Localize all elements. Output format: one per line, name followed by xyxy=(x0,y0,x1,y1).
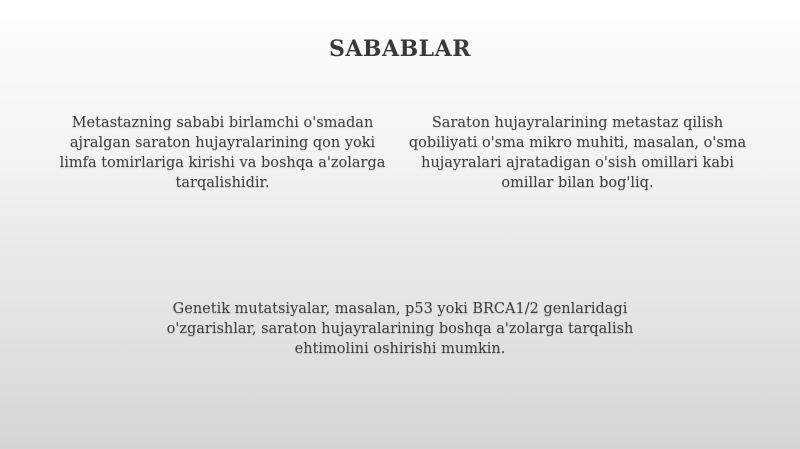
cause-paragraph-bottom: Genetik mutatsiyalar, masalan, p53 yoki BRCA1/2 genlaridagi o'zgarishlar, saraton hujayralarining boshqa a'zolarga tarqalish ehtimolini oshirishi mumkin. xyxy=(166,301,634,357)
cause-paragraph-right: Saraton hujayralarining metastaz qilish qobiliyati o'sma mikro muhiti, masalan, o'sma hujayralari ajratadigan o'sish omillari kabi omillar bilan bog'liq. xyxy=(408,115,747,191)
slide-title: SABABLAR xyxy=(328,36,472,62)
cause-paragraph-left: Metastazning sababi birlamchi o'smadan ajralgan saraton hujayralarining qon yoki limfa tomirlariga kirishi va boshqa a'zolarga tarqalishidir. xyxy=(59,115,386,191)
